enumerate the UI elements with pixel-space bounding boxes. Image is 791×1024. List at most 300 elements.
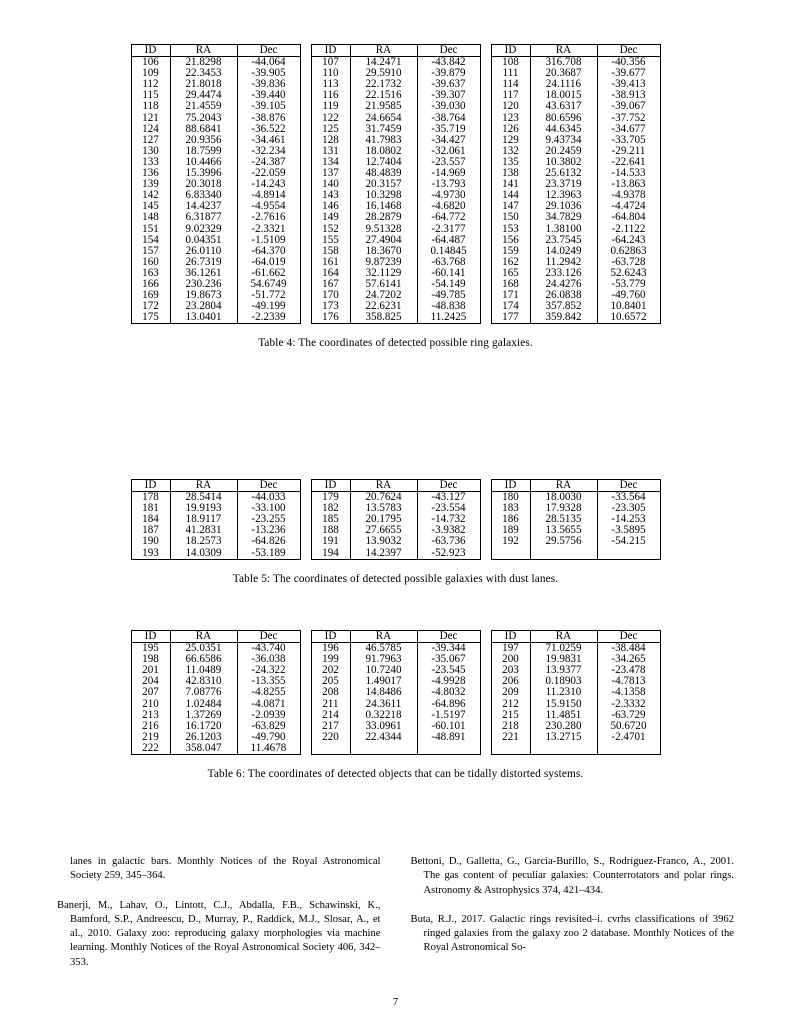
cell-dec: -23.305 [597, 503, 660, 514]
cell-id: 217 [311, 721, 350, 732]
cell-ra: 22.4344 [350, 732, 417, 743]
table-row [131, 113, 660, 124]
table-4-block [0, 44, 791, 349]
cell-dec: -14.969 [417, 168, 480, 179]
column-group-gap [300, 548, 311, 560]
column-group-gap [480, 492, 491, 504]
cell-dec: -2.7616 [237, 212, 300, 223]
cell-ra: 6.83340 [170, 190, 237, 201]
cell-ra: 1.37269 [170, 710, 237, 721]
cell-ra: 21.4559 [170, 101, 237, 112]
cell-id: 143 [311, 190, 350, 201]
cell-id: 121 [131, 113, 170, 124]
cell-ra: 6.31877 [170, 212, 237, 223]
cell-dec: -22.641 [597, 157, 660, 168]
cell-ra: 20.3157 [350, 179, 417, 190]
cell-dec: 54.6749 [237, 279, 300, 290]
cell-id: 212 [491, 699, 530, 710]
cell-ra: 10.4466 [170, 157, 237, 168]
cell-dec: -4.9730 [417, 190, 480, 201]
cell-ra: 14.8486 [350, 687, 417, 698]
cell-id: 191 [311, 536, 350, 547]
column-group-gap [480, 179, 491, 190]
cell-id: 110 [311, 68, 350, 79]
column-header-ra: RA [530, 45, 597, 57]
cell-id: 204 [131, 676, 170, 687]
column-header-ra: RA [530, 631, 597, 643]
column-header-ra: RA [170, 45, 237, 57]
cell-id: 157 [131, 246, 170, 257]
table-caption: Table 4: The coordinates of detected possible ring galaxies. [258, 337, 533, 350]
cell-dec: -34.427 [417, 135, 480, 146]
cell-id: 108 [491, 57, 530, 69]
cell-dec: -44.033 [237, 492, 300, 504]
cell-id: 111 [491, 68, 530, 79]
column-group-gap [480, 279, 491, 290]
cell-ra: 10.3298 [350, 190, 417, 201]
cell-id: 184 [131, 514, 170, 525]
cell-id: 175 [131, 312, 170, 324]
cell-id: 122 [311, 113, 350, 124]
column-header-id: ID [131, 631, 170, 643]
cell-id: 187 [131, 525, 170, 536]
table-row [131, 224, 660, 235]
column-group-gap [480, 224, 491, 235]
cell-ra: 25.0351 [170, 643, 237, 655]
cell-id: 107 [311, 57, 350, 69]
cell-id: 127 [131, 135, 170, 146]
cell-ra [350, 743, 417, 755]
cell-dec: 10.6572 [597, 312, 660, 324]
cell-id: 123 [491, 113, 530, 124]
column-group-gap [480, 79, 491, 90]
cell-dec: -13.236 [237, 525, 300, 536]
cell-ra: 28.5414 [170, 492, 237, 504]
column-group-gap [480, 90, 491, 101]
cell-dec: -33.564 [597, 492, 660, 504]
cell-id: 208 [311, 687, 350, 698]
column-group-gap [480, 480, 491, 492]
cell-dec: -64.772 [417, 212, 480, 223]
cell-id: 203 [491, 665, 530, 676]
column-group-gap [300, 246, 311, 257]
cell-id: 200 [491, 654, 530, 665]
cell-id: 161 [311, 257, 350, 268]
cell-ra: 19.9193 [170, 503, 237, 514]
cell-dec: -60.101 [417, 721, 480, 732]
column-header-dec: Dec [597, 631, 660, 643]
cell-id: 198 [131, 654, 170, 665]
cell-ra: 31.7459 [350, 124, 417, 135]
column-group-gap [300, 179, 311, 190]
cell-ra: 359.842 [530, 312, 597, 324]
column-group-gap [300, 235, 311, 246]
cell-id: 130 [131, 146, 170, 157]
cell-dec: -43.740 [237, 643, 300, 655]
column-group-gap [300, 279, 311, 290]
column-group-gap [300, 732, 311, 743]
cell-dec: -4.0871 [237, 699, 300, 710]
column-group-gap [300, 113, 311, 124]
cell-ra: 14.2397 [350, 548, 417, 560]
cell-id: 140 [311, 179, 350, 190]
cell-ra: 18.0015 [530, 90, 597, 101]
column-group-gap [480, 687, 491, 698]
cell-ra: 18.2573 [170, 536, 237, 547]
cell-dec: -37.752 [597, 113, 660, 124]
cell-dec: -64.804 [597, 212, 660, 223]
cell-dec: -61.662 [237, 268, 300, 279]
column-header-dec: Dec [417, 480, 480, 492]
cell-id: 213 [131, 710, 170, 721]
cell-ra: 13.5783 [350, 503, 417, 514]
cell-id: 134 [311, 157, 350, 168]
cell-dec: -49.785 [417, 290, 480, 301]
cell-dec: -63.768 [417, 257, 480, 268]
column-header-dec: Dec [237, 45, 300, 57]
cell-dec: 11.4678 [237, 743, 300, 755]
cell-id: 176 [311, 312, 350, 324]
column-group-gap [480, 548, 491, 560]
column-group-gap [300, 699, 311, 710]
cell-dec: -1.5109 [237, 235, 300, 246]
cell-id: 172 [131, 301, 170, 312]
cell-id: 135 [491, 157, 530, 168]
cell-dec: -14.732 [417, 514, 480, 525]
bibliography-entry: Buta, R.J., 2017. Galactic rings revisited–i. cvrhs classifications of 3962 ringed galaxies from the galaxy zoo 2 database. Monthly Notices of the Royal Astronomical So- [410, 913, 734, 954]
column-group-gap [300, 79, 311, 90]
column-group-gap [300, 257, 311, 268]
column-group-gap [300, 710, 311, 721]
cell-dec: -14.243 [237, 179, 300, 190]
cell-id: 179 [311, 492, 350, 504]
cell-ra: 19.8673 [170, 290, 237, 301]
cell-ra: 24.7202 [350, 290, 417, 301]
cell-dec: -2.2339 [237, 312, 300, 324]
column-group-gap [480, 212, 491, 223]
cell-ra: 13.9377 [530, 665, 597, 676]
cell-id: 206 [491, 676, 530, 687]
column-header-ra: RA [350, 631, 417, 643]
cell-id: 126 [491, 124, 530, 135]
cell-ra: 19.9831 [530, 654, 597, 665]
cell-dec: -35.067 [417, 654, 480, 665]
cell-ra: 1.49017 [350, 676, 417, 687]
cell-id: 190 [131, 536, 170, 547]
cell-id: 132 [491, 146, 530, 157]
cell-dec: 10.8401 [597, 301, 660, 312]
cell-dec: -2.3177 [417, 224, 480, 235]
column-group-gap [300, 676, 311, 687]
cell-ra: 25.6132 [530, 168, 597, 179]
cell-ra: 29.5910 [350, 68, 417, 79]
cell-id: 147 [491, 201, 530, 212]
cell-dec: -43.842 [417, 57, 480, 69]
cell-dec: -60.141 [417, 268, 480, 279]
cell-id: 165 [491, 268, 530, 279]
column-group-gap [480, 676, 491, 687]
column-group-gap [480, 665, 491, 676]
cell-ra: 10.7240 [350, 665, 417, 676]
column-header-dec: Dec [597, 45, 660, 57]
cell-ra: 22.1516 [350, 90, 417, 101]
cell-dec: -40.356 [597, 57, 660, 69]
cell-id: 171 [491, 290, 530, 301]
column-group-gap [480, 101, 491, 112]
table-row [131, 312, 660, 324]
cell-id [491, 743, 530, 755]
cell-dec: -14.533 [597, 168, 660, 179]
cell-ra: 23.7545 [530, 235, 597, 246]
cell-dec: -43.127 [417, 492, 480, 504]
column-header-id: ID [131, 480, 170, 492]
cell-id: 201 [131, 665, 170, 676]
column-header-ra: RA [170, 480, 237, 492]
cell-dec: -4.9378 [597, 190, 660, 201]
cell-id: 169 [131, 290, 170, 301]
cell-ra: 0.32218 [350, 710, 417, 721]
table-caption: Table 6: The coordinates of detected objects that can be tidally distorted systems. [207, 768, 584, 781]
cell-ra: 233.126 [530, 268, 597, 279]
cell-dec: 11.2425 [417, 312, 480, 324]
cell-dec: -2.0939 [237, 710, 300, 721]
cell-id: 124 [131, 124, 170, 135]
column-group-gap [480, 732, 491, 743]
cell-id: 159 [491, 246, 530, 257]
cell-ra: 44.6345 [530, 124, 597, 135]
column-header-id: ID [311, 631, 350, 643]
cell-dec: -39.440 [237, 90, 300, 101]
cell-ra: 9.43734 [530, 135, 597, 146]
cell-dec: -39.344 [417, 643, 480, 655]
cell-ra: 18.0030 [530, 492, 597, 504]
cell-ra: 28.5135 [530, 514, 597, 525]
column-header-dec: Dec [597, 480, 660, 492]
page-number: 7 [392, 997, 399, 1008]
column-header-dec: Dec [417, 631, 480, 643]
column-group-gap [300, 631, 311, 643]
column-group-gap [480, 168, 491, 179]
column-group-gap [300, 168, 311, 179]
column-group-gap [480, 124, 491, 135]
column-group-gap [300, 503, 311, 514]
cell-id [311, 743, 350, 755]
cell-dec: -54.149 [417, 279, 480, 290]
cell-dec: -39.637 [417, 79, 480, 90]
cell-id: 188 [311, 525, 350, 536]
cell-id: 136 [131, 168, 170, 179]
cell-dec: -32.234 [237, 146, 300, 157]
cell-id: 211 [311, 699, 350, 710]
cell-id: 177 [491, 312, 530, 324]
column-header-id: ID [311, 45, 350, 57]
cell-ra: 24.3611 [350, 699, 417, 710]
cell-id: 118 [131, 101, 170, 112]
cell-ra: 32.1129 [350, 268, 417, 279]
cell-id: 170 [311, 290, 350, 301]
column-header-dec: Dec [417, 45, 480, 57]
cell-dec: 0.62863 [597, 246, 660, 257]
table-6-block [0, 630, 791, 780]
cell-dec: -4.6820 [417, 201, 480, 212]
column-group-gap [480, 743, 491, 755]
cell-ra: 11.4851 [530, 710, 597, 721]
cell-dec: -23.255 [237, 514, 300, 525]
column-group-gap [480, 201, 491, 212]
cell-dec: -53.189 [237, 548, 300, 560]
cell-ra: 357.852 [530, 301, 597, 312]
cell-ra: 18.0802 [350, 146, 417, 157]
cell-id: 114 [491, 79, 530, 90]
cell-ra: 20.7624 [350, 492, 417, 504]
cell-id: 129 [491, 135, 530, 146]
column-group-gap [300, 480, 311, 492]
cell-ra: 24.4276 [530, 279, 597, 290]
cell-ra: 0.18903 [530, 676, 597, 687]
column-group-gap [480, 268, 491, 279]
cell-ra: 27.6655 [350, 525, 417, 536]
cell-dec: -29.211 [597, 146, 660, 157]
cell-id: 148 [131, 212, 170, 223]
cell-id: 207 [131, 687, 170, 698]
cell-ra: 0.04351 [170, 235, 237, 246]
cell-dec: -4.8914 [237, 190, 300, 201]
cell-dec: -38.913 [597, 90, 660, 101]
cell-id: 162 [491, 257, 530, 268]
cell-id: 141 [491, 179, 530, 190]
cell-id: 183 [491, 503, 530, 514]
cell-ra: 26.1203 [170, 732, 237, 743]
cell-ra: 13.5655 [530, 525, 597, 536]
cell-ra: 20.3687 [530, 68, 597, 79]
cell-id: 154 [131, 235, 170, 246]
cell-ra: 43.6317 [530, 101, 597, 112]
cell-id: 112 [131, 79, 170, 90]
cell-id: 152 [311, 224, 350, 235]
cell-ra: 41.2831 [170, 525, 237, 536]
column-group-gap [480, 301, 491, 312]
bibliography-entry: lanes in galactic bars. Monthly Notices of the Royal Astronomical Society 259, 345–364. [70, 856, 381, 882]
cell-dec: -32.061 [417, 146, 480, 157]
cell-ra: 20.9356 [170, 135, 237, 146]
column-group-gap [480, 643, 491, 655]
column-group-gap [480, 721, 491, 732]
cell-ra: 13.2715 [530, 732, 597, 743]
column-group-gap [480, 654, 491, 665]
cell-dec: -3.5895 [597, 525, 660, 536]
cell-id: 160 [131, 257, 170, 268]
cell-id: 115 [131, 90, 170, 101]
column-group-gap [300, 190, 311, 201]
column-group-gap [300, 743, 311, 755]
cell-id: 202 [311, 665, 350, 676]
table-header-row [131, 480, 660, 492]
cell-id: 144 [491, 190, 530, 201]
column-group-gap [300, 212, 311, 223]
column-group-gap [300, 268, 311, 279]
bibliography-left-column [57, 855, 381, 970]
cell-id: 163 [131, 268, 170, 279]
cell-ra: 316.708 [530, 57, 597, 69]
column-group-gap [480, 514, 491, 525]
column-header-id: ID [491, 480, 530, 492]
cell-ra: 9.87239 [350, 257, 417, 268]
cell-id: 153 [491, 224, 530, 235]
column-group-gap [300, 57, 311, 69]
cell-ra: 14.4237 [170, 201, 237, 212]
cell-id: 116 [311, 90, 350, 101]
cell-ra: 11.0489 [170, 665, 237, 676]
cell-ra: 7.08776 [170, 687, 237, 698]
column-group-gap [480, 536, 491, 547]
column-group-gap [300, 492, 311, 504]
cell-id: 205 [311, 676, 350, 687]
cell-dec: -33.100 [237, 503, 300, 514]
column-header-ra: RA [170, 631, 237, 643]
cell-id: 185 [311, 514, 350, 525]
cell-dec: -24.322 [237, 665, 300, 676]
column-header-ra: RA [350, 480, 417, 492]
cell-ra: 24.6654 [350, 113, 417, 124]
cell-ra: 18.9117 [170, 514, 237, 525]
table-row [131, 101, 660, 112]
column-group-gap [300, 146, 311, 157]
cell-dec: -63.736 [417, 536, 480, 547]
cell-dec: -23.545 [417, 665, 480, 676]
column-group-gap [300, 201, 311, 212]
cell-ra: 11.2310 [530, 687, 597, 698]
cell-dec: -4.9928 [417, 676, 480, 687]
bibliography-entry: Bettoni, D., Galletta, G., García-Burillo, S., Rodríguez-Franco, A., 2001. The gas content of peculiar galaxies: Counterrotators and polar rings. Astronomy & Astrophysics 374, 421–434. [410, 856, 734, 896]
cell-id: 164 [311, 268, 350, 279]
cell-id: 156 [491, 235, 530, 246]
cell-dec: -54.215 [597, 536, 660, 547]
bibliography-entry: Banerji, M., Lahav, O., Lintott, C.J., Abdalla, F.B., Schawinski, K., Bamford, S.P., Andreescu, D., Murray, P., Raddick, M.J., Slosar, A., et al., 2010. Galaxy zoo: reproducing galaxy morphologies via machine learning. Monthly Notices of the Royal Astronomical Society 406, 342–353. [57, 899, 381, 968]
column-header-dec: Dec [237, 480, 300, 492]
column-group-gap [300, 514, 311, 525]
cell-dec: -39.413 [597, 79, 660, 90]
cell-ra: 26.0110 [170, 246, 237, 257]
column-group-gap [300, 687, 311, 698]
cell-dec: -2.3321 [237, 224, 300, 235]
cell-ra: 66.6586 [170, 654, 237, 665]
cell-ra: 21.9585 [350, 101, 417, 112]
cell-ra: 10.3802 [530, 157, 597, 168]
cell-dec: -22.059 [237, 168, 300, 179]
cell-id: 182 [311, 503, 350, 514]
cell-id: 106 [131, 57, 170, 69]
cell-dec: -49.790 [237, 732, 300, 743]
cell-ra: 27.4904 [350, 235, 417, 246]
cell-dec: -2.4701 [597, 732, 660, 743]
cell-id: 192 [491, 536, 530, 547]
cell-dec [597, 743, 660, 755]
cell-dec: -64.826 [237, 536, 300, 547]
cell-id: 219 [131, 732, 170, 743]
cell-ra: 230.236 [170, 279, 237, 290]
cell-dec: -63.728 [597, 257, 660, 268]
cell-ra: 28.2879 [350, 212, 417, 223]
cell-dec: -13.863 [597, 179, 660, 190]
cell-dec: -53.779 [597, 279, 660, 290]
cell-id: 180 [491, 492, 530, 504]
cell-dec: -49.760 [597, 290, 660, 301]
cell-ra: 75.2043 [170, 113, 237, 124]
cell-id: 178 [131, 492, 170, 504]
column-group-gap [480, 235, 491, 246]
cell-dec: -4.1358 [597, 687, 660, 698]
column-group-gap [480, 710, 491, 721]
